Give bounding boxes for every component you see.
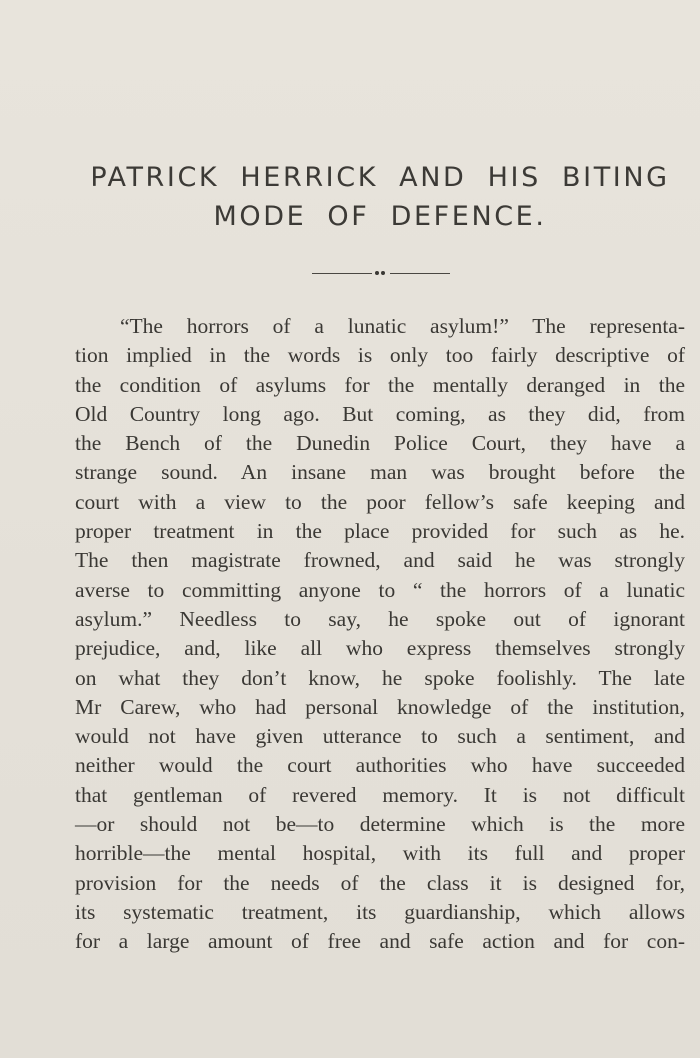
chapter-title-line-1: PATRICK HERRICK AND HIS BITING	[90, 162, 670, 193]
text-line: tion implied in the words is only too fairly descriptive of	[75, 343, 685, 368]
text-line: Mr Carew, who had personal knowledge of the institution,	[75, 694, 685, 719]
ornament-rule-right	[390, 273, 450, 274]
text-line: Old Country long ago. But coming, as they did, from	[75, 401, 685, 426]
chapter-title	[60, 158, 700, 236]
text-line: proper treatment in the place provided for such as he.	[75, 519, 685, 544]
body-paragraph	[75, 312, 685, 957]
text-line: that gentleman of revered memory. It is not difficult	[75, 782, 685, 807]
text-line: neither would the court authorities who have succeeded	[75, 753, 685, 778]
ornament-dot	[381, 271, 385, 275]
text-line: asylum.” Needless to say, he spoke out of ignorant	[75, 606, 685, 631]
text-line: its systematic treatment, its guardianship, which allows	[75, 899, 685, 924]
text-line: “The horrors of a lunatic asylum!” The representa-	[120, 314, 685, 338]
ornament-dot	[375, 271, 379, 275]
text-line: horrible—the mental hospital, with its full and proper	[75, 841, 685, 866]
chapter-title-line-2: MODE OF DEFENCE.	[213, 201, 547, 232]
text-line: averse to committing anyone to “ the horrors of a lunatic	[75, 577, 685, 602]
text-line: the Bench of the Dunedin Police Court, they have a	[75, 431, 685, 456]
title-ornament-divider	[312, 268, 452, 278]
text-line: on what they don’t know, he spoke foolishly. The late	[75, 665, 685, 690]
text-line: The then magistrate frowned, and said he was strongly	[75, 548, 685, 573]
ornament-rule-left	[312, 273, 372, 274]
text-line: would not have given utterance to such a sentiment, and	[75, 724, 685, 749]
text-line: court with a view to the poor fellow’s safe keeping and	[75, 489, 685, 514]
text-line: prejudice, and, like all who express themselves strongly	[75, 636, 685, 661]
text-line: —or should not be—to determine which is the more	[75, 812, 685, 837]
text-line: the condition of asylums for the mentally deranged in the	[75, 372, 685, 397]
text-line: strange sound. An insane man was brought before the	[75, 460, 685, 485]
text-line: provision for the needs of the class it is designed for,	[75, 870, 685, 895]
text-line: for a large amount of free and safe action and for con-	[75, 929, 685, 954]
